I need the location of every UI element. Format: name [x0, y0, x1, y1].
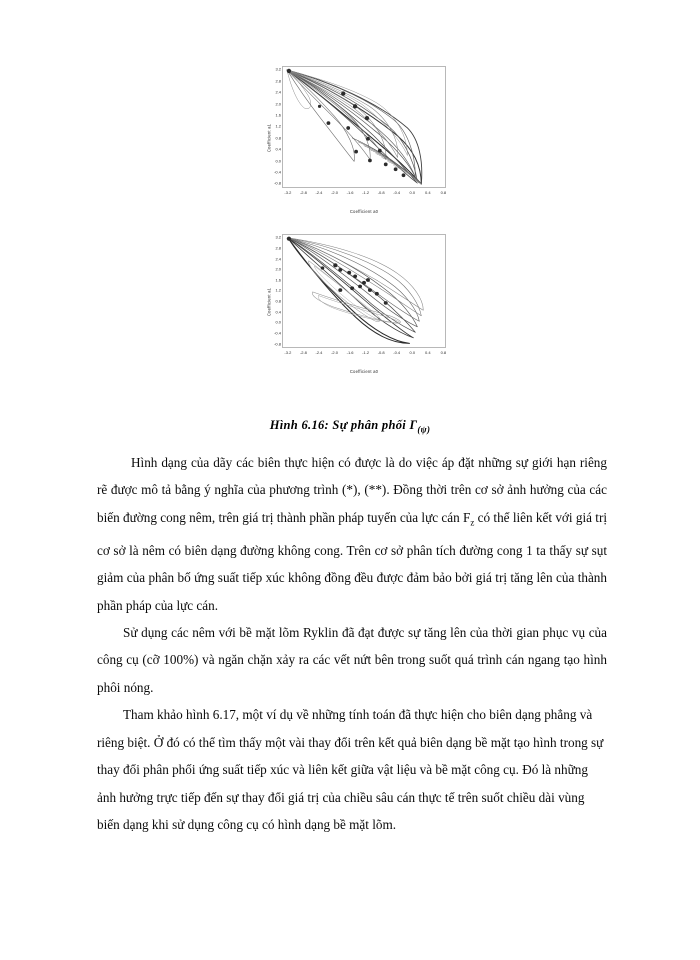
chart-stack	[246, 58, 454, 378]
chart-top	[246, 58, 454, 218]
chart-bottom-ytick: 1.6	[275, 277, 281, 283]
chart-bottom-xtick: -3.2	[284, 350, 292, 355]
chart-bottom-ytick: -0.4	[274, 330, 281, 336]
chart-bottom-xtick: 0.8	[440, 350, 447, 355]
chart-top-xtick: 0.8	[440, 190, 447, 195]
chart-bottom-y-axis-label: Coefficient a1	[266, 287, 272, 317]
chart-top-ytick: 3.2	[275, 66, 281, 72]
chart-top-ytick: -0.8	[274, 180, 281, 186]
figure-caption	[0, 418, 700, 435]
chart-top-xtick: 0.0	[409, 190, 416, 195]
paragraph-3: Tham khảo hình 6.17, một ví dụ về những tính toán đã thực hiện cho biên dạng phẳng và riêng biệt. Ở đó có thể tìm thấy một vài thay đổi trên kết quả biên dạng bề mặt tạo hình trong sự thay đổi phân phối ứng suất tiếp xúc và liên kết giữa vật liệu và bề mặt công cụ. Đó là những ảnh hưởng trực tiếp đến sự thay đổi giá trị của chiều sâu cán thực tế trên suốt chiều dài vùng biến dạng khi sử dụng công cụ có hình dạng bề mặt lõm.	[97, 707, 604, 832]
chart-bottom-xtick: -2.0	[331, 350, 338, 355]
chart-bottom-xtick: -1.6	[346, 350, 354, 355]
chart-bottom-ytick: 0.8	[275, 298, 281, 304]
chart-top-ytick: 2.0	[275, 101, 281, 107]
chart-bottom-xtick: -0.8	[377, 350, 385, 355]
chart-bottom-ytick: 2.0	[275, 266, 281, 272]
chart-top-xtick: -2.8	[299, 190, 307, 195]
chart-top-ytick: 0.8	[275, 135, 281, 141]
chart-top-ytick: 1.6	[275, 112, 281, 118]
chart-top-ytick: 0.0	[275, 158, 281, 164]
chart-bottom-ytick: 0.4	[275, 309, 281, 315]
chart-top-plot-area	[274, 66, 447, 195]
chart-bottom-xtick: -2.8	[299, 350, 307, 355]
chart-top-ytick: 2.4	[275, 89, 281, 95]
chart-top-ytick: 0.4	[275, 146, 281, 152]
body-text	[97, 449, 607, 838]
chart-top-y-axis-label: Coefficient a1	[266, 123, 272, 153]
paragraph-1-part-a: Hình dạng của dãy các biên thực hiện có được là do việc áp đặt những sự giới hạn riêng rẽ được mô tả bằng ý nghĩa của phương trình (*), (**). Đồng thời trên cơ sở ảnh hưởng của các biến đường cong nêm, trên giá trị thành phần pháp tuyến của lực cán F	[97, 455, 607, 525]
chart-bottom-xtick: -0.4	[393, 350, 401, 355]
chart-top-xtick: -1.2	[362, 190, 370, 195]
figure-6-16	[0, 58, 700, 378]
paragraph-2: Sử dụng các nêm với bề mặt lõm Ryklin đã đạt được sự tăng lên của thời gian phục vụ của công cụ (cỡ 100%) và ngăn chặn xảy ra các vết nứt bên trong suốt quá trình cán ngang tạo hình phôi nóng.	[97, 625, 607, 695]
chart-top-xtick: -0.8	[377, 190, 385, 195]
chart-bottom-axes	[274, 234, 447, 355]
paragraph-1-part-b: có thể liên kết với giá trị cơ sở là nêm có biên dạng đường không cong. Trên cơ sở phân tích đường cong 1 ta thấy sự sụt giảm của phân bố ứng suất tiếp xúc không đồng đều được đảm bảo bởi giá trị tăng lên của thành phần pháp của lực cán.	[97, 509, 607, 613]
chart-bottom-ytick: 3.2	[275, 234, 281, 240]
chart-top-xtick: -2.4	[315, 190, 323, 195]
chart-top-xtick: -0.4	[393, 190, 401, 195]
chart-bottom-ytick: 1.2	[275, 287, 281, 293]
chart-top-ytick: -0.4	[274, 169, 281, 175]
chart-top-xtick: -2.0	[331, 190, 338, 195]
chart-bottom-ytick: 2.4	[275, 256, 281, 262]
chart-top-xtick: -3.2	[284, 190, 292, 195]
figure-caption-subscript: (ψ)	[417, 424, 431, 435]
chart-bottom-xtick: -2.4	[315, 350, 323, 355]
chart-bottom-xtick: 0.4	[425, 350, 431, 355]
chart-bottom-x-axis-label: Coefficient a0	[349, 369, 379, 374]
chart-bottom-ytick: 0.0	[275, 319, 281, 325]
chart-top-ytick: 2.8	[275, 78, 281, 84]
chart-bottom-xtick: -1.2	[362, 350, 370, 355]
chart-bottom-xtick: 0.0	[409, 350, 416, 355]
paragraph-1	[97, 449, 607, 619]
chart-top-x-axis-label: Coefficient a0	[349, 209, 379, 214]
figure-caption-text: Hình 6.16: Sự phân phối Γ	[269, 418, 418, 432]
chart-bottom	[246, 226, 454, 378]
chart-top-xtick: -1.6	[346, 190, 354, 195]
chart-bottom-ytick: 2.8	[275, 245, 281, 251]
paragraph-1-subscript: z	[470, 517, 475, 528]
chart-bottom-ytick: -0.8	[274, 341, 281, 347]
chart-top-axes	[274, 66, 447, 195]
chart-bottom-plot-area	[274, 234, 447, 355]
chart-top-ytick: 1.2	[275, 123, 281, 129]
chart-top-xtick: 0.4	[425, 190, 431, 195]
